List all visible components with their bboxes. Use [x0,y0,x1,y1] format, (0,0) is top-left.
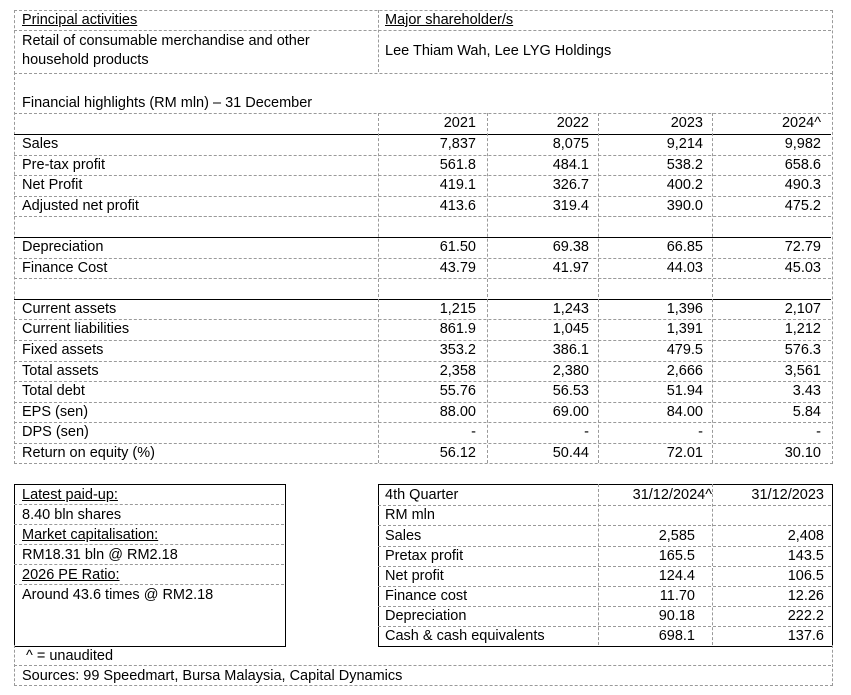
row-value: 861.9 [439,321,476,337]
row-value: 390.0 [666,198,703,214]
market-cap-label: Market capitalisation: [22,527,159,543]
row-value: 413.6 [439,198,476,214]
row-value: 43.79 [439,260,476,276]
row-value: 2,358 [439,363,476,379]
row-value: 45.03 [784,260,821,276]
quarter-col-2024: 31/12/2024^ [632,487,712,503]
row-value: 576.3 [784,342,821,358]
quarter-row-value-2024: 11.70 [659,588,695,604]
quarter-unit: RM mln [385,507,435,523]
row-value: 1,212 [784,321,821,337]
row-value: 658.6 [784,157,821,173]
row-value: 1,243 [552,301,589,317]
row-value: 88.00 [439,404,476,420]
row-label: EPS (sen) [22,404,89,420]
row-value: 9,214 [666,136,703,152]
row-label: Current assets [22,301,117,317]
row-label: Pre-tax profit [22,157,105,173]
row-value: 353.2 [439,342,476,358]
row-value: 475.2 [784,198,821,214]
quarter-row-value-2023: 222.2 [787,608,824,624]
row-label: Total assets [22,363,99,379]
quarter-row-label: Finance cost [385,588,468,604]
quarter-row-value-2024: 124.4 [658,568,695,584]
share-info-line [14,584,284,585]
column-divider-4 [712,113,713,463]
column-divider-2 [487,113,488,463]
row-value: 50.44 [552,445,589,461]
row-label: Current liabilities [22,321,130,337]
row-value: 3,561 [784,363,821,379]
row-value: 51.94 [666,383,703,399]
quarter-row-label: Sales [385,528,422,544]
row-value: 72.79 [784,239,821,255]
quarter-row-label: Pretax profit [385,548,464,564]
quarter-row-value-2023: 2,408 [787,528,824,544]
principal-activities-line1: Retail of consumable merchandise and other [22,33,310,49]
row-value: 484.1 [552,157,589,173]
row-value: 490.3 [784,177,821,193]
row-value: 7,837 [439,136,476,152]
top-info-divider [378,10,379,72]
row-value: - [471,424,476,440]
row-label: Sales [22,136,59,152]
quarter-row-value-2024: 2,585 [658,528,695,544]
share-info-line [14,504,284,505]
quarter-header-line [378,505,831,506]
row-value: 5.84 [792,404,821,420]
row-value: 2,107 [784,301,821,317]
quarter-divider-1 [598,484,599,645]
row-value: 9,982 [784,136,821,152]
year-header-1: 2021 [443,115,476,131]
row-value: 44.03 [666,260,703,276]
column-divider-1 [378,113,379,463]
year-header-3: 2023 [670,115,703,131]
column-divider-3 [598,113,599,463]
quarter-title: 4th Quarter [385,487,459,503]
share-info-line [14,524,284,525]
share-info-line [14,564,284,565]
row-value: 30.10 [784,445,821,461]
paidup-value: 8.40 bln shares [22,507,122,523]
year-header-2: 2022 [556,115,589,131]
row-value: 1,391 [666,321,703,337]
row-value: 326.7 [552,177,589,193]
major-shareholder-value: Lee Thiam Wah, Lee LYG Holdings [385,43,612,59]
principal-activities-line2: household products [22,52,149,68]
major-shareholder-label: Major shareholder/s [385,12,514,28]
financial-highlights-title: Financial highlights (RM mln) – 31 December [22,95,313,111]
blank-row-top [14,278,831,279]
quarter-col-2023: 31/12/2023 [751,487,824,503]
row-label: Return on equity (%) [22,445,155,461]
footnote-unaudited: ^ = unaudited [26,648,114,664]
quarter-row-label: Cash & cash equivalents [385,628,545,644]
row-value: 69.38 [552,239,589,255]
row-value: 1,045 [552,321,589,337]
row-value: 69.00 [552,404,589,420]
quarter-row-value-2024: 698.1 [658,628,695,644]
row-value: 319.4 [552,198,589,214]
row-value: - [584,424,589,440]
row-value: 61.50 [439,239,476,255]
sources-note: Sources: 99 Speedmart, Bursa Malaysia, Capital Dynamics [22,668,403,684]
row-value: 561.8 [439,157,476,173]
row-value: 2,666 [666,363,703,379]
row-label: Total debt [22,383,85,399]
row-value: 419.1 [439,177,476,193]
row-value: - [816,424,821,440]
year-header-4: 2024^ [781,115,821,131]
pe-ratio-label: 2026 PE Ratio: [22,567,120,583]
row-label: Fixed assets [22,342,104,358]
quarter-row-value-2023: 137.6 [787,628,824,644]
row-value: 479.5 [666,342,703,358]
row-value: 66.85 [666,239,703,255]
row-value: 1,215 [439,301,476,317]
row-value: 538.2 [666,157,703,173]
row-label: Net Profit [22,177,83,193]
row-value: - [698,424,703,440]
paidup-label: Latest paid-up: [22,487,118,503]
row-value: 84.00 [666,404,703,420]
quarter-row-value-2023: 143.5 [787,548,824,564]
row-value: 56.12 [439,445,476,461]
quarter-row-value-2024: 165.5 [658,548,695,564]
row-value: 41.97 [552,260,589,276]
row-value: 55.76 [439,383,476,399]
quarter-row-value-2023: 12.26 [787,588,824,604]
row-value: 2,380 [552,363,589,379]
row-value: 56.53 [552,383,589,399]
principal-activities-value [22,32,310,70]
row-value: 1,396 [666,301,703,317]
quarter-row-value-2024: 90.18 [658,608,695,624]
quarter-row-label: Depreciation [385,608,467,624]
row-label: Adjusted net profit [22,198,139,214]
principal-activities-label: Principal activities [22,12,138,28]
row-label: DPS (sen) [22,424,89,440]
row-value: 3.43 [792,383,821,399]
row-value: 400.2 [666,177,703,193]
top-info-hline [14,30,831,31]
pe-ratio-value: Around 43.6 times @ RM2.18 [22,587,214,603]
market-cap-value: RM18.31 bln @ RM2.18 [22,547,178,563]
blank-row-top [14,216,831,217]
row-value: 8,075 [552,136,589,152]
row-label: Finance Cost [22,260,108,276]
quarter-row-label: Net profit [385,568,444,584]
row-value: 72.01 [666,445,703,461]
share-info-line [14,544,284,545]
row-value: 386.1 [552,342,589,358]
quarter-row-value-2023: 106.5 [787,568,824,584]
row-label: Depreciation [22,239,104,255]
